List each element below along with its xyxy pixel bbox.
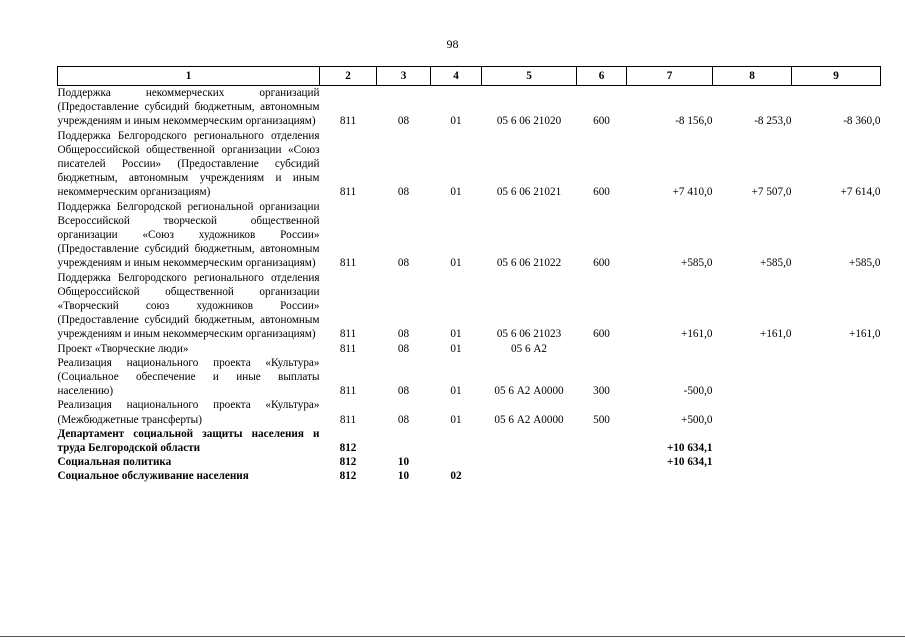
amount-col8-cell <box>713 342 792 356</box>
target-article-cell: 05 6 06 21023 <box>496 328 562 341</box>
description-cell: Поддержка Белгородского регионального отделения Общероссийской общественной организации «Союз писателей России» (Предоставление субсидий бюджетным, автономным учреждениям и иным некоммерческим организациям) <box>57 129 320 199</box>
amount-col9-cell: +585,0 <box>849 257 881 270</box>
subsection-cell: 01 <box>450 115 462 128</box>
expense-type-cell: 300 <box>593 385 610 398</box>
description-cell: Реализация национального проекта «Культура» (Межбюджетные трансферты) <box>57 399 320 426</box>
amount-col9-cell <box>792 342 881 356</box>
target-article-cell: 05 6 06 21021 <box>496 186 562 199</box>
description-cell: Проект «Творческие люди» <box>57 342 189 355</box>
header-row <box>58 67 881 86</box>
section-cell: 08 <box>397 385 410 398</box>
description-cell: Реализация национального проекта «Культура» (Социальное обеспечение и иные выплаты населению) <box>57 356 320 398</box>
target-article-cell <box>482 469 577 483</box>
admin-code-cell: 811 <box>339 257 357 270</box>
table-row <box>58 356 881 399</box>
expense-type-cell <box>577 427 627 455</box>
expense-type-cell <box>577 342 627 356</box>
amount-col8-cell: +585,0 <box>760 257 792 270</box>
amount-col7-cell: +10 634,1 <box>666 442 713 455</box>
header-cell-5: 5 <box>482 67 577 86</box>
expense-type-cell: 600 <box>593 115 610 128</box>
amount-col8-cell: -8 253,0 <box>754 115 792 128</box>
amount-col8-cell <box>713 427 792 455</box>
subsection-cell <box>431 455 482 469</box>
admin-code-cell: 811 <box>339 385 357 398</box>
amount-col9-cell: -8 360,0 <box>843 115 881 128</box>
amount-col9-cell: +7 614,0 <box>840 186 881 199</box>
section-cell: 08 <box>397 413 410 426</box>
section-cell: 08 <box>397 342 410 355</box>
header-cell-6: 6 <box>577 67 627 86</box>
amount-col7-cell: -8 156,0 <box>675 115 713 128</box>
expense-type-cell <box>577 469 627 483</box>
header-cell-1: 1 <box>58 67 320 86</box>
description-cell: Поддержка некоммерческих организаций (Предоставление субсидий бюджетным, автономным учреждениям и иным некоммерческим организациям) <box>57 87 320 128</box>
admin-code-cell: 811 <box>339 342 357 355</box>
amount-col7-cell: -500,0 <box>683 385 713 398</box>
target-article-cell: 05 6 А2 А0000 <box>494 413 564 426</box>
amount-col7-cell: +500,0 <box>681 413 713 426</box>
description-cell: Департамент социальной защиты населения и труда Белгородской области <box>57 427 320 455</box>
amount-col9-cell <box>792 469 881 483</box>
amount-col9-cell: +161,0 <box>849 328 881 341</box>
header-cell-4: 4 <box>431 67 482 86</box>
amount-col9-cell <box>792 455 881 469</box>
expense-type-cell: 500 <box>593 413 610 426</box>
section-cell: 08 <box>397 257 410 270</box>
description-cell: Поддержка Белгородской региональной организации Всероссийской творческой общественной организации «Союз художников России» (Предоставление субсидий бюджетным, автономным учреждениям и иным некоммерческим организациям) <box>57 200 320 270</box>
table-row <box>58 342 881 356</box>
bottom-edge-line <box>0 636 905 637</box>
subsection-cell: 01 <box>450 385 462 398</box>
amount-col8-cell: +161,0 <box>760 328 792 341</box>
expense-type-cell: 600 <box>593 328 610 341</box>
target-article-cell: 05 6 А2 <box>510 342 548 355</box>
amount-col8-cell <box>713 356 792 399</box>
amount-col8-cell <box>713 469 792 483</box>
subsection-cell <box>431 427 482 455</box>
admin-code-cell: 811 <box>339 186 357 199</box>
subsection-cell: 01 <box>450 257 462 270</box>
subsection-cell: 01 <box>450 342 462 355</box>
header-cell-3: 3 <box>377 67 431 86</box>
amount-col7-cell: +585,0 <box>681 257 713 270</box>
section-cell: 08 <box>397 328 410 341</box>
target-article-cell <box>482 455 577 469</box>
target-article-cell: 05 6 06 21022 <box>496 257 562 270</box>
amount-col7-cell: +10 634,1 <box>666 456 713 469</box>
amount-col9-cell <box>792 398 881 426</box>
amount-col7-cell: +161,0 <box>681 328 713 341</box>
table-body <box>58 86 881 484</box>
admin-code-cell: 812 <box>339 470 357 483</box>
amount-col8-cell: +7 507,0 <box>751 186 792 199</box>
subsection-cell: 02 <box>450 470 462 483</box>
admin-code-cell: 812 <box>339 456 357 469</box>
expense-type-cell <box>577 455 627 469</box>
table-row <box>58 427 881 455</box>
table-row <box>58 129 881 200</box>
description-cell: Социальная политика <box>57 456 172 469</box>
section-cell: 08 <box>397 115 410 128</box>
subsection-cell: 01 <box>450 413 462 426</box>
table-row <box>58 455 881 469</box>
table-row <box>58 200 881 271</box>
amount-col7-cell <box>627 342 713 356</box>
subsection-cell: 01 <box>450 186 462 199</box>
amount-col7-cell <box>627 469 713 483</box>
amount-col9-cell <box>792 427 881 455</box>
section-cell: 10 <box>397 470 410 483</box>
header-cell-9: 9 <box>792 67 881 86</box>
admin-code-cell: 811 <box>339 115 357 128</box>
expense-type-cell: 600 <box>593 186 610 199</box>
amount-col8-cell <box>713 398 792 426</box>
table-row <box>58 86 881 129</box>
amount-col9-cell <box>792 356 881 399</box>
target-article-cell: 05 6 06 21020 <box>496 115 562 128</box>
table-row <box>58 398 881 426</box>
page-number: 98 <box>446 37 459 51</box>
subsection-cell: 01 <box>450 328 462 341</box>
section-cell <box>377 427 431 455</box>
admin-code-cell: 812 <box>339 442 357 455</box>
description-cell: Поддержка Белгородского регионального отделения Общероссийской общественной организации «Творческий союз художников России» (Предоставление субсидий бюджетным, автономным учреждениям и иным некоммерческим организациям) <box>57 271 320 341</box>
header-cell-8: 8 <box>713 67 792 86</box>
header-cell-2: 2 <box>320 67 377 86</box>
amount-col8-cell <box>713 455 792 469</box>
admin-code-cell: 811 <box>339 328 357 341</box>
amount-col7-cell: +7 410,0 <box>672 186 713 199</box>
section-cell: 08 <box>397 186 410 199</box>
target-article-cell <box>482 427 577 455</box>
budget-table <box>57 66 881 484</box>
description-cell: Социальное обслуживание населения <box>57 470 249 483</box>
target-article-cell: 05 6 А2 А0000 <box>494 385 564 398</box>
table-row <box>58 271 881 342</box>
expense-type-cell: 600 <box>593 257 610 270</box>
section-cell: 10 <box>397 456 410 469</box>
admin-code-cell: 811 <box>339 413 357 426</box>
table-row <box>58 469 881 483</box>
header-cell-7: 7 <box>627 67 713 86</box>
